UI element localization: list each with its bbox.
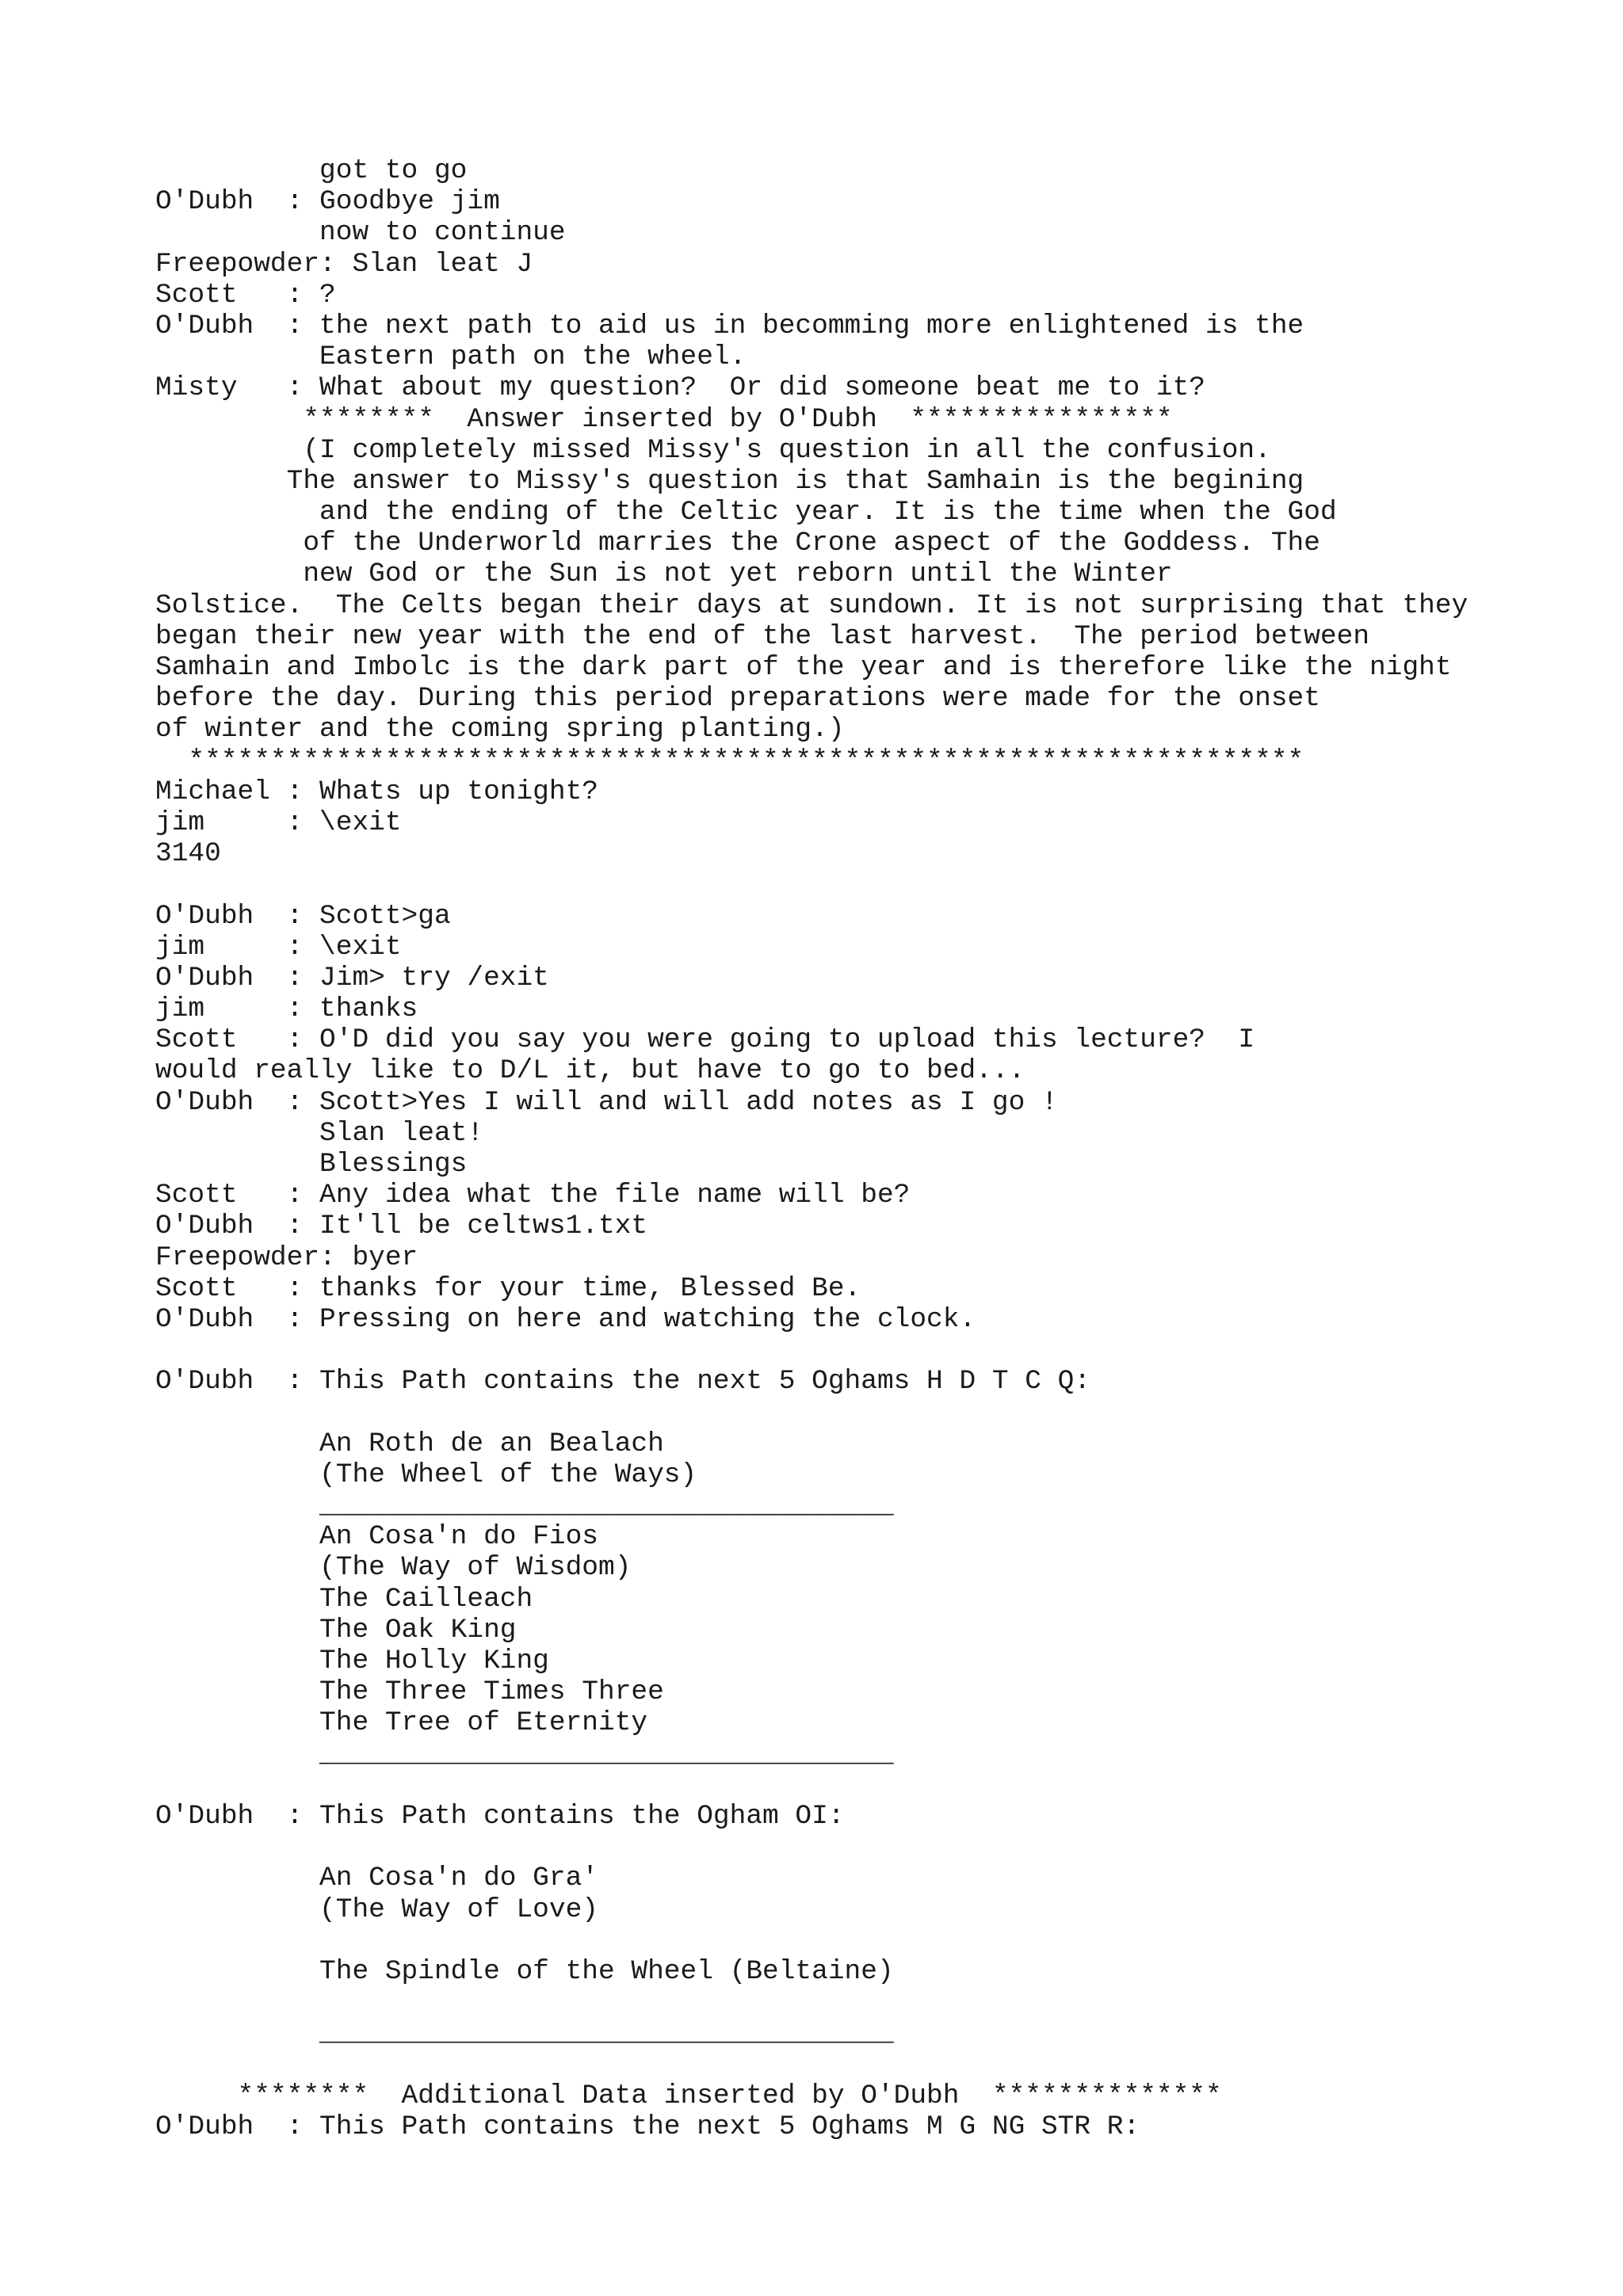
transcript-line: before the day. During this period preparations were made for the onset: [155, 683, 1320, 715]
transcript-line: [155, 869, 1582, 900]
transcript-line: and the ending of the Celtic year. It is the time when the God: [155, 497, 1337, 528]
transcript-line: [155, 1925, 1582, 1956]
transcript-line: (The Wheel of the Ways): [155, 1459, 697, 1490]
transcript-line: ********************************************************************: [155, 745, 1304, 776]
transcript-line: of winter and the coming spring planting.): [155, 714, 845, 746]
chat-transcript: [155, 155, 1582, 2142]
transcript-line: Eastern path on the wheel.: [155, 341, 747, 373]
transcript-line: The Three Times Three: [155, 1676, 664, 1708]
transcript-line: O'Dubh : Jim> try /exit: [155, 962, 549, 994]
transcript-line: O'Dubh : Scott>Yes I will and will add notes as I go !: [155, 1086, 1058, 1118]
transcript-line: [155, 1832, 1582, 1863]
transcript-line: (The Way of Love): [155, 1894, 598, 1925]
transcript-line: O'Dubh : the next path to aid us in becomming more enlightened is the: [155, 310, 1304, 341]
transcript-line: The answer to Missy's question is that Samhain is the begining: [155, 465, 1304, 497]
transcript-line: would really like to D/L it, but have to go to bed...: [155, 1055, 1025, 1087]
transcript-line: (I completely missed Missy's question in all the confusion.: [155, 434, 1271, 466]
transcript-line: [155, 2049, 1582, 2080]
transcript-line: Scott : ?: [155, 279, 336, 311]
transcript-line: Misty : What about my question? Or did someone beat me to it?: [155, 372, 1206, 404]
transcript-line: Michael : Whats up tonight?: [155, 776, 598, 807]
transcript-line: Solstice. The Celts began their days at sundown. It is not surprising that they: [155, 589, 1468, 621]
transcript-line: O'Dubh : This Path contains the next 5 Oghams M G NG STR R:: [155, 2111, 1140, 2142]
transcript-line: O'Dubh : This Path contains the Ogham OI:: [155, 1800, 845, 1832]
transcript-line: [155, 1398, 1582, 1428]
transcript-line: Freepowder: byer: [155, 1241, 418, 1273]
transcript-line: jim : \exit: [155, 931, 402, 963]
transcript-line: The Tree of Eternity: [155, 1707, 648, 1739]
transcript-line: O'Dubh : It'll be celtws1.txt: [155, 1211, 648, 1242]
transcript-line: Slan leat!: [155, 1117, 484, 1149]
transcript-line: new God or the Sun is not yet reborn until the Winter: [155, 559, 1173, 590]
transcript-line: now to continue: [155, 217, 566, 249]
transcript-line: began their new year with the end of the last harvest. The period between: [155, 620, 1370, 652]
transcript-line: An Cosa'n do Gra': [155, 1863, 598, 1894]
transcript-line: O'Dubh : Goodbye jim: [155, 186, 500, 218]
transcript-line: Scott : thanks for your time, Blessed Be.: [155, 1272, 861, 1304]
transcript-line: 3140: [155, 838, 221, 870]
transcript-line: jim : \exit: [155, 807, 402, 838]
transcript-line: ___________________________________: [155, 1738, 894, 1770]
transcript-line: An Cosa'n do Fios: [155, 1521, 598, 1553]
transcript-line: Scott : O'D did you say you were going to upload this lecture? I: [155, 1024, 1255, 1056]
transcript-line: of the Underworld marries the Crone aspect of the Goddess. The: [155, 528, 1320, 559]
transcript-line: (The Way of Wisdom): [155, 1552, 632, 1584]
transcript-line: ___________________________________: [155, 2018, 894, 2050]
transcript-line: jim : thanks: [155, 994, 418, 1025]
transcript-line: O'Dubh : This Path contains the next 5 Oghams H D T C Q:: [155, 1366, 1091, 1398]
transcript-line: Scott : Any idea what the file name will be?: [155, 1180, 911, 1211]
transcript-line: ___________________________________: [155, 1490, 894, 1522]
transcript-line: [155, 1770, 1582, 1801]
transcript-line: Blessings: [155, 1149, 468, 1180]
transcript-line: The Holly King: [155, 1646, 549, 1676]
transcript-line: An Roth de an Bealach: [155, 1428, 664, 1459]
transcript-line: The Oak King: [155, 1614, 517, 1646]
transcript-line: Freepowder: Slan leat J: [155, 248, 533, 280]
transcript-line: ******** Answer inserted by O'Dubh ****************: [155, 403, 1173, 435]
transcript-line: [155, 1335, 1582, 1366]
transcript-line: The Cailleach: [155, 1583, 533, 1615]
transcript-line: ******** Additional Data inserted by O'Dubh **************: [155, 2080, 1222, 2111]
transcript-line: The Spindle of the Wheel (Beltaine): [155, 1955, 894, 1987]
transcript-line: O'Dubh : Scott>ga: [155, 900, 451, 932]
transcript-line: Samhain and Imbolc is the dark part of the year and is therefore like the night: [155, 652, 1452, 683]
transcript-line: got to go: [155, 155, 468, 186]
transcript-line: [155, 1987, 1582, 2018]
transcript-line: O'Dubh : Pressing on here and watching the clock.: [155, 1303, 976, 1335]
